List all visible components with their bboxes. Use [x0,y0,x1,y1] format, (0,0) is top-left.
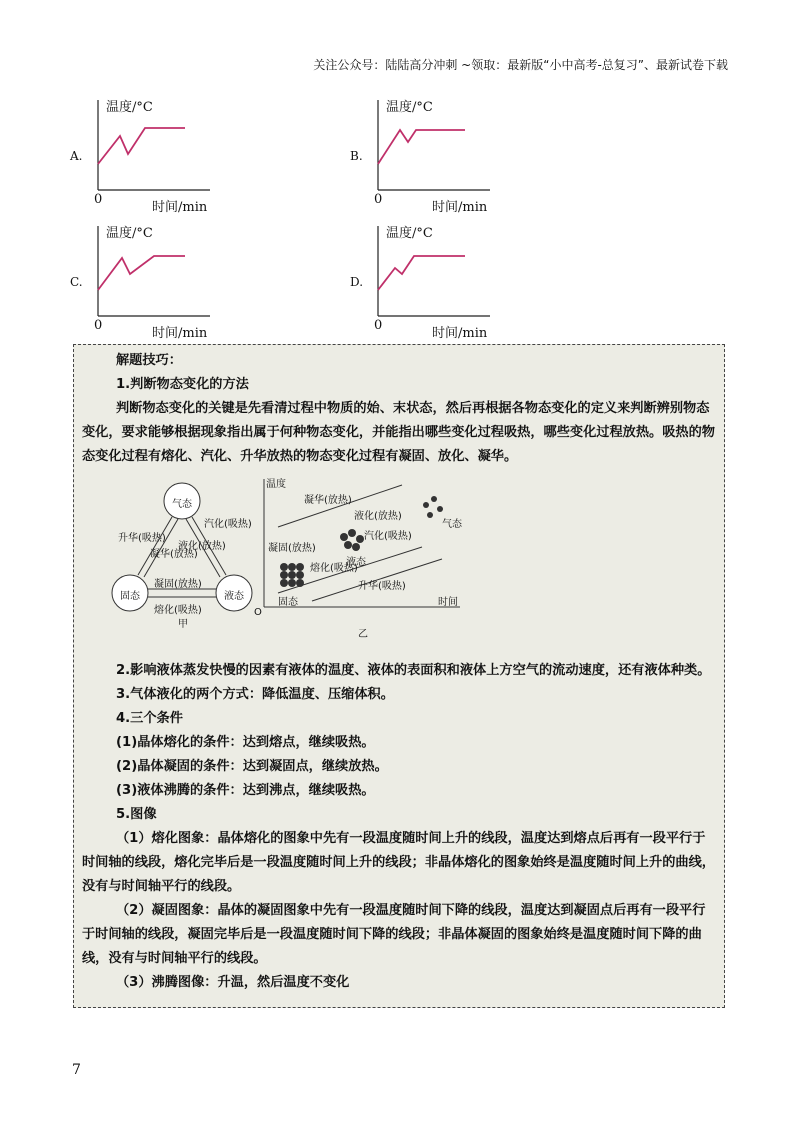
condition-2: (2)晶体凝固的条件：达到凝固点，继续放热。 [116,759,388,774]
section-4-title: 4.三个条件 [116,711,183,726]
melting-label: 熔化(吸热) [154,605,202,616]
r-liquid-label: 液态 [346,557,366,568]
x-axis-label: 时间/min [152,326,208,341]
option-b-graph [350,92,550,232]
origin-label: 0 [374,318,383,333]
condition-1: (1)晶体熔化的条件：达到熔点，继续吸热。 [116,735,375,750]
r-deposition-label: 凝华(放热) [304,495,352,506]
page-header: 关注公众号：陆陆高分冲刺 ~领取：最新版“小中高考-总复习”、最新试卷下载 [313,58,728,72]
option-letter: D. [350,275,364,289]
liquefaction-label: 液化(放热) [178,541,226,552]
option-letter: A. [70,149,83,163]
x-axis-label: 时间/min [432,326,488,341]
section-2: 2.影响液体蒸发快慢的因素有液体的温度、液体的表面积和液体上方空气的流动速度，还有液体种类。 [116,663,711,678]
vaporization-label: 汽化(吸热) [204,519,252,530]
sublimation-label: 升华(吸热) [118,533,166,544]
option-a-graph [70,92,270,232]
deposition-label: 凝华(放热) [150,549,198,560]
time-axis-label: 时间 [438,597,458,608]
r-solid-label: 固态 [278,597,298,608]
r-melting-label: 熔化(吸热) [310,563,358,574]
tips-title: 解题技巧： [116,353,182,368]
state-change-diagram [82,475,716,655]
y-axis-label: 温度/°C [386,226,433,241]
r-solidification-label: 凝固(放热) [268,543,316,554]
temperature-axis-label: 温度 [266,479,286,490]
y-axis-label: 温度/°C [106,100,153,115]
origin-label: O [254,607,262,618]
figure-yi-label: 乙 [358,629,368,640]
solidification-label: 凝固(放热) [154,579,202,590]
temperature-curve [98,256,185,290]
option-letter: C. [70,275,83,289]
x-axis-label: 时间/min [432,200,488,215]
section-5-title: 5.图像 [116,807,157,822]
solid-label: 固态 [120,591,140,602]
x-axis-label: 时间/min [152,200,208,215]
figure-jia-label: 甲 [178,619,188,630]
option-letter: B. [350,149,363,163]
temperature-curve [98,128,185,164]
page-number: 7 [72,1062,81,1078]
y-axis-label: 温度/°C [106,226,153,241]
section-3: 3.气体液化的两个方式：降低温度、压缩体积。 [116,687,394,702]
section-1-body: 判断物态变化的关键是先看清过程中物质的始、末状态，然后再根据各物态变化的定义来判断辨别物态变化，要求能够根据现象指出属于何种物态变化，并能指出哪些变化过程吸热，哪些变化过程放热。吸热的物态变化过程有熔化、汽化、升华放热的物态变化过程有凝固、放化、凝华。 [82,401,715,464]
boiling-graph-text: （3）沸腾图像：升温，然后温度不变化 [116,975,350,990]
r-liquefaction-label: 液化(放热) [354,511,402,522]
y-axis-label: 温度/°C [386,100,433,115]
option-d-graph [350,218,550,358]
temperature-curve [378,256,465,290]
temperature-curve [378,130,465,164]
option-c-graph [70,218,270,358]
liquid-label: 液态 [224,591,244,602]
r-vaporization-label: 汽化(吸热) [364,531,412,542]
melting-graph-text: （1）熔化图象：晶体熔化的图象中先有一段温度随时间上升的线段，温度达到熔点后再有一段平行于时间轴的线段，熔化完毕后是一段温度随时间上升的线段；非晶体熔化的图象始终是温度随时间上升的曲线，没有与时间轴平行的线段。 [82,831,715,894]
r-gas-label: 气态 [442,519,462,530]
section-1-title: 1.判断物态变化的方法 [116,377,249,392]
origin-label: 0 [94,192,103,207]
tips-box [73,344,725,1008]
condition-3: (3)液体沸腾的条件：达到沸点，继续吸热。 [116,783,375,798]
solidification-graph-text: （2）凝固图象：晶体的凝固图象中先有一段温度随时间下降的线段，温度达到凝固点后再有一段平行于时间轴的线段，凝固完毕后是一段温度随时间下降的线段；非晶体凝固的图象始终是温度随时间下降的曲线，没有与时间轴平行的线段。 [82,903,706,966]
r-sublimation-label: 升华(吸热) [358,581,406,592]
gas-label: 气态 [172,499,192,510]
origin-label: 0 [374,192,383,207]
origin-label: 0 [94,318,103,333]
